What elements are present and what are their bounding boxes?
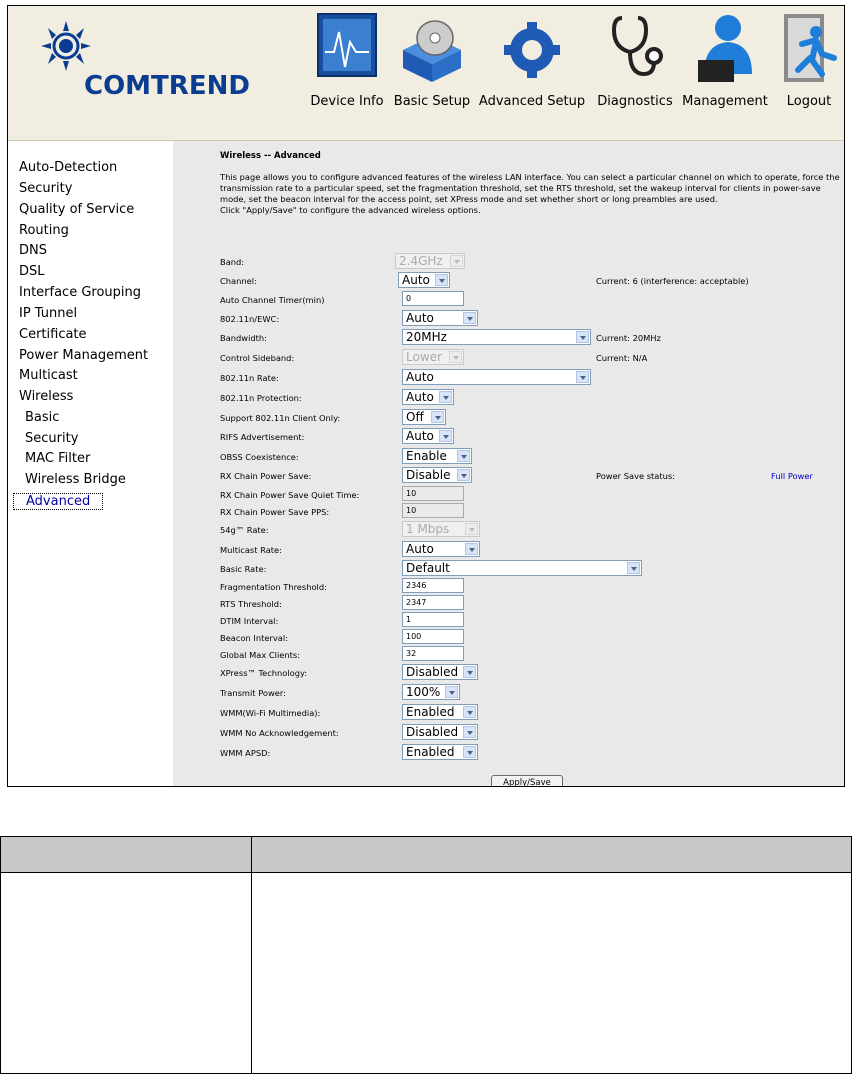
sidebar-item-ip-tunnel[interactable]: IP Tunnel: [19, 306, 78, 321]
control-sideband-row: [220, 349, 840, 367]
chevron-down-icon: [431, 411, 444, 423]
obss-value: Enable: [406, 449, 447, 463]
max-clients-input[interactable]: 32: [402, 646, 464, 661]
auto-channel-timer-label: Auto Channel Timer(min): [220, 295, 325, 305]
frag-threshold-row: [220, 578, 840, 596]
chevron-down-icon: [627, 562, 640, 574]
n-client-only-value: Off: [406, 410, 424, 424]
apply-save-button[interactable]: Apply/Save: [491, 775, 563, 787]
nav-label: Logout: [786, 94, 832, 109]
wmm-noack-label: WMM No Acknowledgement:: [220, 728, 339, 738]
nav-label: Advanced Setup: [478, 94, 586, 109]
wmm-apsd-row: [220, 744, 840, 762]
sidebar-item-advanced[interactable]: Advanced: [13, 493, 103, 510]
g-rate-select[interactable]: [402, 521, 480, 537]
n-rate-row: [220, 369, 840, 387]
nav-management[interactable]: [680, 6, 770, 140]
top-header: [8, 6, 844, 141]
band-select[interactable]: [395, 253, 465, 269]
bandwidth-select[interactable]: [402, 329, 591, 345]
rts-threshold-label: RTS Threshold:: [220, 599, 282, 609]
tx-power-label: Transmit Power:: [220, 688, 286, 698]
ewc-value: Auto: [406, 311, 434, 325]
power-save-status-link[interactable]: Full Power: [771, 471, 813, 481]
chevron-down-icon: [439, 430, 452, 442]
n-protection-row: [220, 389, 840, 407]
chevron-down-icon: [576, 331, 589, 343]
wmm-apsd-label: WMM APSD:: [220, 748, 271, 758]
rx-power-save-select[interactable]: [402, 467, 472, 483]
obss-select[interactable]: [402, 448, 472, 464]
dtim-input[interactable]: 1: [402, 612, 464, 627]
wmm-value: Enabled: [406, 705, 455, 719]
control-sideband-value: Lower: [406, 350, 442, 364]
frag-threshold-input[interactable]: 2346: [402, 578, 464, 593]
rts-threshold-input[interactable]: 2347: [402, 595, 464, 610]
channel-select[interactable]: [398, 272, 450, 288]
nav-label: Diagnostics: [597, 94, 673, 109]
basic-rate-select[interactable]: [402, 560, 642, 576]
chevron-down-icon: [457, 450, 470, 462]
beacon-input[interactable]: 100: [402, 629, 464, 644]
sidebar-item-auto-detection[interactable]: Auto-Detection: [19, 160, 118, 175]
comtrend-logo: [26, 16, 306, 106]
chevron-down-icon: [450, 255, 463, 267]
power-save-status-label: Power Save status:: [596, 471, 676, 481]
user-laptop-icon: [690, 12, 760, 86]
xpress-label: XPress™ Technology:: [220, 668, 308, 678]
max-clients-row: [220, 646, 840, 664]
band-label: Band:: [220, 257, 245, 267]
n-rate-select[interactable]: [402, 369, 591, 385]
sidebar-item-qos[interactable]: Quality of Service: [19, 202, 135, 217]
rx-quiet-time-row: [220, 486, 840, 504]
channel-row: [220, 272, 840, 290]
rx-power-save-row: [220, 467, 840, 485]
bandwidth-current: Current: 20MHz: [596, 333, 661, 343]
sidebar-item-routing[interactable]: Routing: [19, 223, 69, 238]
stethoscope-icon: [600, 12, 670, 86]
wmm-select[interactable]: [402, 704, 478, 720]
nav-diagnostics[interactable]: [590, 6, 680, 140]
nav-basic-setup[interactable]: [390, 6, 474, 140]
channel-label: Channel:: [220, 276, 257, 286]
auto-channel-timer-row: [220, 291, 840, 309]
chevron-down-icon: [465, 543, 478, 555]
sidebar-item-wireless[interactable]: Wireless: [19, 389, 74, 404]
nav-label: Basic Setup: [393, 94, 471, 109]
n-rate-label: 802.11n Rate:: [220, 373, 279, 383]
monitor-chart-icon: [312, 12, 382, 86]
tx-power-select[interactable]: [402, 684, 460, 700]
bandwidth-row: [220, 329, 840, 347]
sidebar-item-mac-filter[interactable]: MAC Filter: [25, 451, 91, 466]
rx-power-save-label: RX Chain Power Save:: [220, 471, 312, 481]
table-cell-field: [1, 873, 252, 1074]
wmm-label: WMM(Wi-Fi Multimedia):: [220, 708, 321, 718]
beacon-label: Beacon Interval:: [220, 633, 288, 643]
wmm-noack-value: Disabled: [406, 725, 459, 739]
multicast-rate-select[interactable]: [402, 541, 480, 557]
chevron-down-icon: [435, 274, 448, 286]
rts-threshold-row: [220, 595, 840, 613]
band-value: 2.4GHz: [399, 254, 443, 268]
sidebar-item-dns[interactable]: DNS: [19, 243, 47, 258]
sidebar-item-power-management[interactable]: Power Management: [19, 348, 149, 363]
wmm-apsd-select[interactable]: [402, 744, 478, 760]
sidebar-item-multicast[interactable]: Multicast: [19, 368, 78, 383]
sidebar-item-interface-grouping[interactable]: Interface Grouping: [19, 285, 142, 300]
table-header-description: [252, 837, 852, 873]
ewc-row: [220, 310, 840, 328]
brand-text: COMTREND: [84, 71, 250, 101]
g-rate-label: 54g™ Rate:: [220, 525, 269, 535]
nav-logout[interactable]: [774, 6, 844, 140]
xpress-select[interactable]: [402, 664, 478, 680]
rx-pps-row: [220, 503, 840, 521]
max-clients-label: Global Max Clients:: [220, 650, 301, 660]
chevron-down-icon: [465, 523, 478, 535]
intro-text: This page allows you to configure advanced features of the wireless LAN interface. You can select a particular channel on which to operate, force the transmission rate to a particular speed, set the fragmentation threshold, set the RTS threshold, set the wakeup interval for clients in power-save mode, set the beacon interval for the access point, set XPress mode and set whether short or long preambles are used.: [220, 172, 840, 204]
rifs-select[interactable]: [402, 428, 454, 444]
n-client-only-label: Support 802.11n Client Only:: [220, 413, 341, 423]
control-sideband-select[interactable]: [402, 349, 464, 365]
multicast-rate-value: Auto: [406, 542, 434, 556]
bandwidth-value: 20MHz: [406, 330, 447, 344]
tx-power-value: 100%: [406, 685, 441, 699]
rx-pps-input[interactable]: 10: [402, 503, 464, 518]
obss-row: [220, 448, 840, 466]
sidebar-item-wireless-bridge[interactable]: Wireless Bridge: [25, 472, 126, 487]
basic-rate-value: Default: [406, 561, 450, 575]
dtim-row: [220, 612, 840, 630]
obss-label: OBSS Coexistence:: [220, 452, 299, 462]
control-sideband-label: Control Sideband:: [220, 353, 295, 363]
table-cell-description: [252, 873, 852, 1074]
chevron-down-icon: [449, 351, 462, 363]
sidebar: [8, 141, 173, 787]
ewc-select[interactable]: [402, 310, 478, 326]
band-row: [220, 253, 840, 271]
chevron-down-icon: [463, 666, 476, 678]
rx-pps-label: RX Chain Power Save PPS:: [220, 507, 330, 517]
sidebar-item-dsl[interactable]: DSL: [19, 264, 45, 279]
page-intro: [220, 172, 840, 216]
rifs-row: [220, 428, 840, 446]
n-protection-label: 802.11n Protection:: [220, 393, 302, 403]
g-rate-row: [220, 521, 840, 539]
channel-current: Current: 6 (interference: acceptable): [596, 276, 749, 286]
bandwidth-label: Bandwidth:: [220, 333, 267, 343]
sidebar-item-security[interactable]: Security: [19, 181, 73, 196]
nav-label: Management: [682, 94, 768, 109]
field-description-table: [0, 836, 852, 1074]
chevron-down-icon: [463, 746, 476, 758]
disc-box-icon: [397, 12, 467, 86]
n-client-only-select[interactable]: [402, 409, 446, 425]
exit-runner-icon: [774, 12, 844, 86]
chevron-down-icon: [457, 469, 470, 481]
intro-instruction: Click "Apply/Save" to configure the advanced wireless options.: [220, 205, 481, 215]
basic-rate-row: [220, 560, 840, 578]
n-protection-select[interactable]: [402, 389, 454, 405]
rx-quiet-time-input[interactable]: 10: [402, 486, 464, 501]
rifs-label: RIFS Advertisement:: [220, 432, 305, 442]
router-admin-screenshot: [7, 5, 845, 787]
chevron-down-icon: [576, 371, 589, 383]
gears-icon: [497, 12, 567, 86]
wmm-apsd-value: Enabled: [406, 745, 455, 759]
wmm-noack-select[interactable]: [402, 724, 478, 740]
tx-power-row: [220, 684, 840, 702]
frag-threshold-label: Fragmentation Threshold:: [220, 582, 327, 592]
xpress-row: [220, 664, 840, 682]
channel-value: Auto: [402, 273, 430, 287]
sidebar-item-wireless-basic[interactable]: Basic: [25, 410, 60, 425]
n-protection-value: Auto: [406, 390, 434, 404]
sidebar-item-wireless-security[interactable]: Security: [25, 431, 79, 446]
multicast-rate-row: [220, 541, 840, 559]
nav-label: Device Info: [310, 94, 384, 109]
control-sideband-current: Current: N/A: [596, 353, 648, 363]
rifs-value: Auto: [406, 429, 434, 443]
chevron-down-icon: [463, 706, 476, 718]
basic-rate-label: Basic Rate:: [220, 564, 267, 574]
chevron-down-icon: [463, 726, 476, 738]
main-panel: [173, 141, 844, 787]
beacon-row: [220, 629, 840, 647]
dtim-label: DTIM Interval:: [220, 616, 279, 626]
chevron-down-icon: [439, 391, 452, 403]
rx-quiet-time-label: RX Chain Power Save Quiet Time:: [220, 490, 360, 500]
ewc-label: 802.11n/EWC:: [220, 314, 280, 324]
multicast-rate-label: Multicast Rate:: [220, 545, 282, 555]
table-header-field: [1, 837, 252, 873]
wmm-row: [220, 704, 840, 722]
nav-advanced-setup[interactable]: [478, 6, 586, 140]
auto-channel-timer-input[interactable]: 0: [402, 291, 464, 306]
n-client-only-row: [220, 409, 840, 427]
chevron-down-icon: [445, 686, 458, 698]
xpress-value: Disabled: [406, 665, 459, 679]
sidebar-item-certificate[interactable]: Certificate: [19, 327, 87, 342]
rx-power-save-value: Disable: [406, 468, 451, 482]
g-rate-value: 1 Mbps: [406, 522, 450, 536]
page-title: Wireless -- Advanced: [220, 151, 321, 161]
nav-device-info[interactable]: [306, 6, 388, 140]
wmm-noack-row: [220, 724, 840, 742]
chevron-down-icon: [463, 312, 476, 324]
n-rate-value: Auto: [406, 370, 434, 384]
